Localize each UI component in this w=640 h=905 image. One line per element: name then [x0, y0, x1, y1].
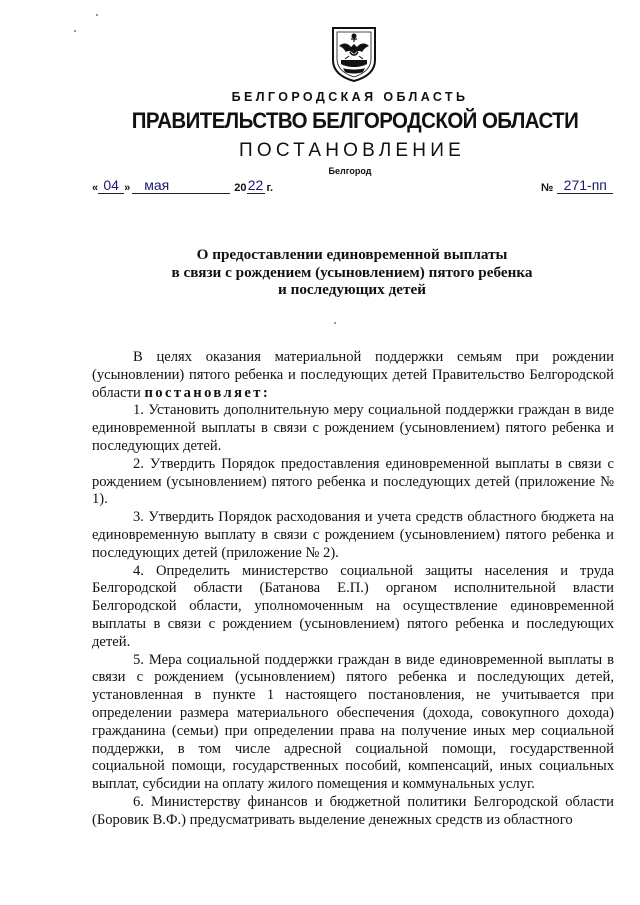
body-paragraph: 2. Утвердить Порядок предоставления единовременной выплаты в связи с рождением (усыновлением) пятого ребенка и последующих детей (приложение № 1).: [92, 455, 614, 508]
document-title: [90, 246, 614, 299]
number-value: 271-пп: [557, 178, 613, 194]
title-line-1: О предоставлении единовременной выплаты: [196, 246, 508, 263]
region-name: БЕЛГОРОДСКАЯ ОБЛАСТЬ: [231, 90, 469, 104]
document-type: ПОСТАНОВЛЕНИЕ: [239, 140, 465, 161]
intro-text: В целях оказания материальной поддержки семьям при рождении (усыновлении) пятого ребенка и последующих детей Правительство Белгородской области: [92, 349, 614, 401]
date-close-quote: »: [124, 182, 131, 194]
body-paragraph: 3. Утвердить Порядок расходования и учета средств областного бюджета на единовременную выплату в связи с рождением (усыновлением) пятого ребенка и последующих детей (приложение № 2).: [92, 509, 614, 561]
government-name: ПРАВИТЕЛЬСТВО БЕЛГОРОДСКОЙ ОБЛАСТИ: [131, 108, 579, 133]
document-number: [541, 178, 613, 194]
body-paragraph: [92, 349, 614, 402]
document-body: [92, 349, 614, 830]
body-paragraph: 5. Мера социальной поддержки граждан в виде единовременной выплаты в связи с рождением (усыновлением) пятого ребенка и последующих детей, установленная в пункте 1 настоящего постановления, не учитывается при определении размера материального обеспечения (дохода, совокупного дохода) гражданина (семьи) при определении права на получение иных мер социальной поддержки, в том числе адресной социальной помощи, государственной социальной помощи, государственных пособий, компенсаций, иных социальных выплат, субсидии на оплату жилого помещения и коммунальных услуг.: [92, 651, 614, 793]
resolves-word: постановляет:: [144, 384, 271, 401]
document-date: [92, 178, 273, 194]
scan-speck: [74, 30, 76, 32]
city-name: Белгород: [328, 166, 372, 176]
title-line-3: и последующих детей: [278, 281, 426, 298]
scan-speck: [96, 14, 98, 16]
date-open-quote: «: [92, 182, 99, 194]
title-line-2: в связи с рождением (усыновлением) пятого ребенка: [171, 263, 533, 281]
body-paragraph: 4. Определить министерство социальной защиты населения и труда Белгородской области (Батанова Е.П.) органом исполнительной власти Белгородской области, уполномоченным на осуществление единовременной выплаты в связи с рождением (усыновлением) пятого ребенка и последующих детей.: [92, 562, 614, 650]
date-day: 04: [98, 178, 124, 194]
date-month: мая: [132, 178, 230, 194]
date-year: 22: [247, 177, 264, 193]
body-paragraph: 1. Установить дополнительную меру социальной поддержки граждан в виде единовременной выплаты в связи с рождением (усыновлением) пятого ребенка и последующих детей.: [92, 402, 614, 454]
date-year-suffix: г.: [266, 182, 274, 194]
date-year-prefix: 20: [234, 182, 247, 194]
number-label: №: [541, 182, 554, 194]
body-paragraph: 6. Министерству финансов и бюджетной политики Белгородской области (Боровик В.Ф.) предусматривать выделение денежных средств из областного: [92, 793, 614, 828]
scan-speck: [334, 322, 336, 324]
coat-of-arms-emblem: [329, 26, 379, 82]
